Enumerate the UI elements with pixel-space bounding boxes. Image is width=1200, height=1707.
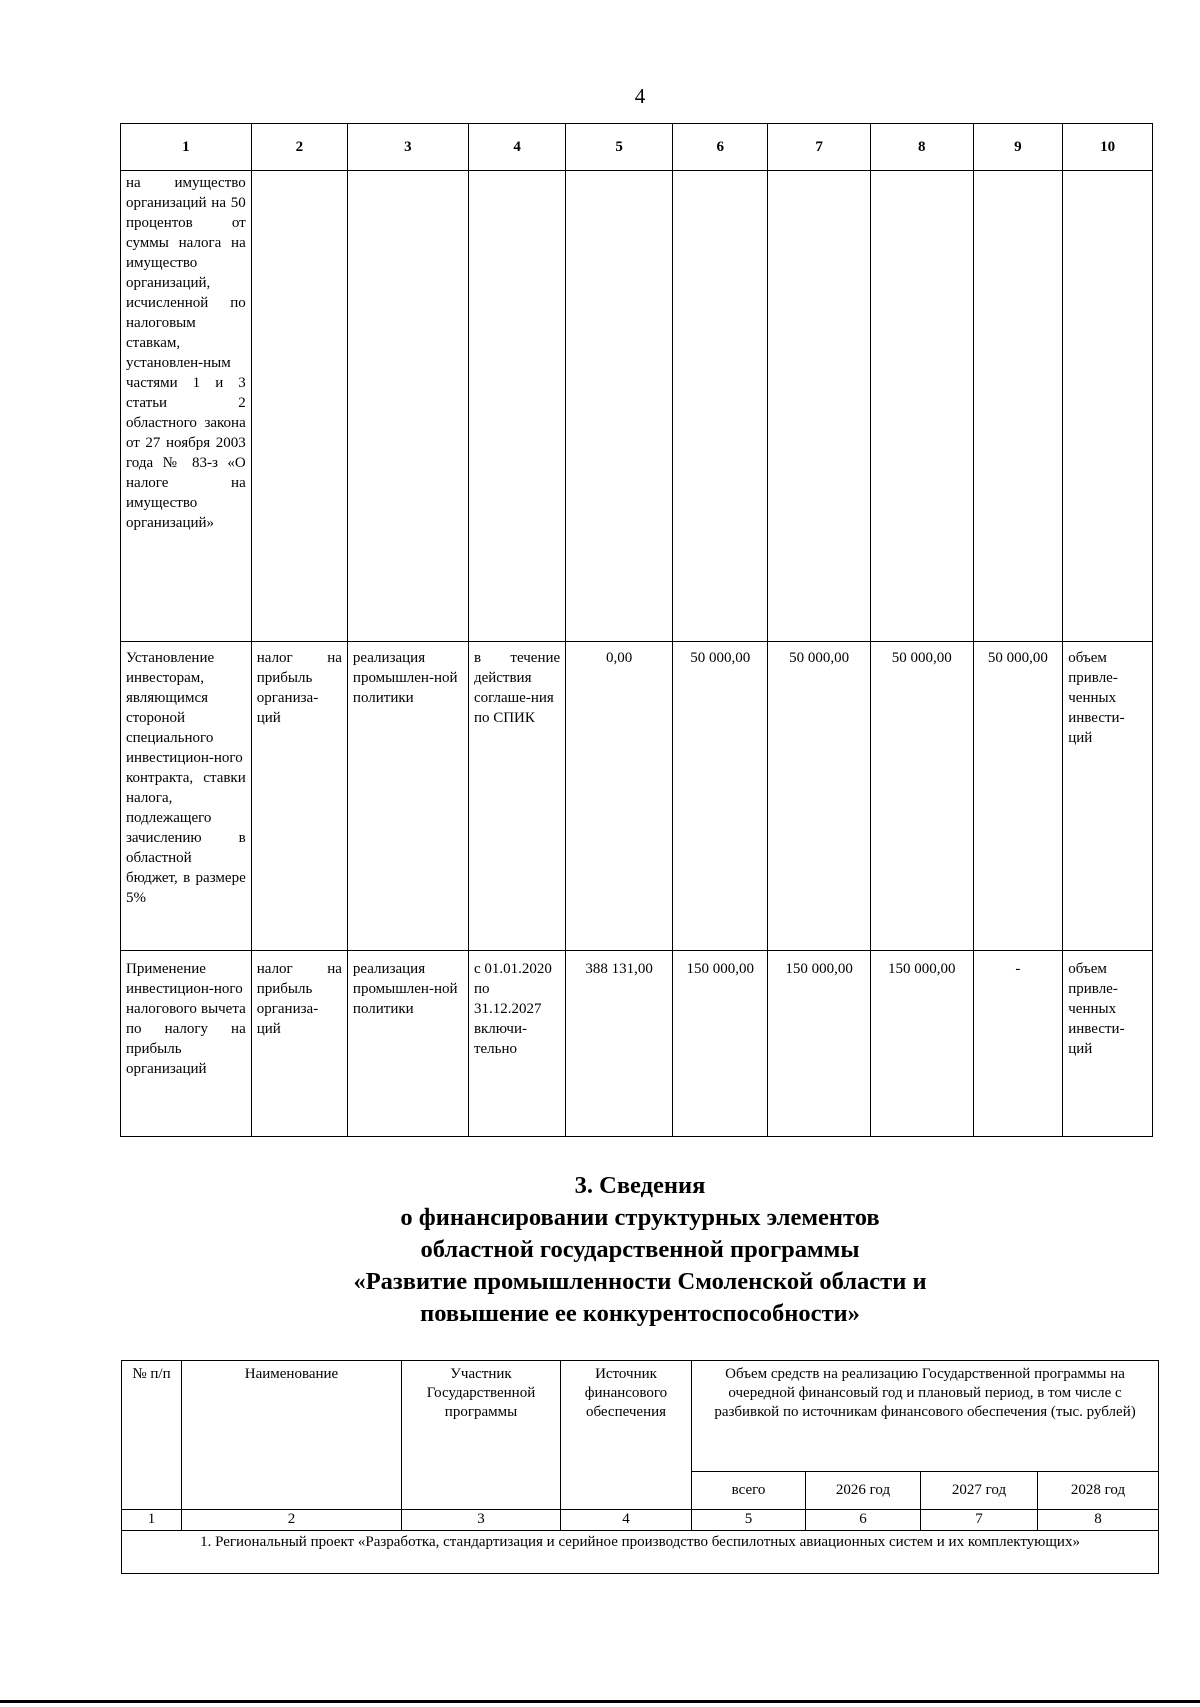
tax-type-cell: налог на прибыль организа-ций — [251, 951, 347, 1137]
value-cell: 150 000,00 — [673, 951, 768, 1137]
column-index-row — [122, 1510, 1159, 1531]
regional-project-title: 1. Региональный проект «Разработка, стандартизация и серийное производство беспилотных авиационных систем и их комплектующих» — [122, 1531, 1159, 1574]
header-year-2026: 2026 год — [806, 1471, 921, 1509]
column-index: 8 — [1038, 1510, 1159, 1531]
table-cell — [673, 171, 768, 642]
column-header: 9 — [973, 124, 1063, 171]
tax-benefits-table — [120, 123, 1153, 1137]
column-index: 2 — [182, 1510, 402, 1531]
indicator-cell: объем привле-ченных инвести-ций — [1063, 642, 1153, 951]
table-cell — [870, 171, 973, 642]
table-cell — [347, 171, 468, 642]
goal-cell: реализация промышлен-ной политики — [347, 642, 468, 951]
table-header-row — [121, 124, 1153, 171]
table-header-row — [122, 1361, 1159, 1472]
period-cell: с 01.01.2020 по 31.12.2027 включи-тельно — [468, 951, 565, 1137]
value-cell: 388 131,00 — [566, 951, 673, 1137]
column-header: 4 — [468, 124, 565, 171]
header-year-2027: 2027 год — [921, 1471, 1038, 1509]
header-source: Источник финансового обеспечения — [561, 1361, 692, 1510]
column-header: 2 — [251, 124, 347, 171]
value-cell: - — [973, 951, 1063, 1137]
header-number: № п/п — [122, 1361, 182, 1510]
section-title-line: областной государственной программы — [420, 1236, 860, 1263]
tax-type-cell: налог на прибыль организа-ций — [251, 642, 347, 951]
table-row — [121, 951, 1153, 1137]
table-cell — [566, 171, 673, 642]
row-description: Применение инвестицион-ного налогового вычета по налогу на прибыль организаций — [121, 951, 252, 1137]
value-cell: 50 000,00 — [673, 642, 768, 951]
value-cell: 150 000,00 — [870, 951, 973, 1137]
column-header: 5 — [566, 124, 673, 171]
column-index: 1 — [122, 1510, 182, 1531]
table-cell — [251, 171, 347, 642]
period-cell: в течение действия соглаше-ния по СПИК — [468, 642, 565, 951]
page-bottom-border — [0, 1700, 1200, 1703]
column-header: 8 — [870, 124, 973, 171]
header-volume: Объем средств на реализацию Государственной программы на очередной финансовый год и плановый период, в том числе с разбивкой по источникам финансового обеспечения (тыс. рублей) — [692, 1361, 1159, 1472]
header-participant: Участник Государственной программы — [402, 1361, 561, 1510]
table-row — [121, 171, 1153, 642]
column-index: 5 — [692, 1510, 806, 1531]
header-name: Наименование — [182, 1361, 402, 1510]
section-title-line: 3. Сведения — [574, 1172, 706, 1199]
section-title-line: повышение ее конкурентоспособности» — [420, 1300, 860, 1327]
column-header: 10 — [1063, 124, 1153, 171]
column-index: 4 — [561, 1510, 692, 1531]
section-title — [260, 1170, 1020, 1330]
row-description: Установление инвесторам, являющимся стороной специального инвестицион-ного контракта, ставки налога, подлежащего зачислению в областной бюджет, в размере 5% — [121, 642, 252, 951]
row-description: на имущество организаций на 50 процентов от суммы налога на имущество организаций, исчисленной по налоговым ставкам, установлен-ным частями 1 и 3 статьи 2 областного закона от 27 ноября 2003 года № 83-з «О налоге на имущество организаций» — [121, 171, 252, 642]
financing-table — [121, 1360, 1159, 1574]
section-title-line: о финансировании структурных элементов — [400, 1204, 880, 1231]
column-header: 3 — [347, 124, 468, 171]
column-header: 6 — [673, 124, 768, 171]
page-number: 4 — [634, 84, 646, 108]
column-header: 1 — [121, 124, 252, 171]
table-cell — [468, 171, 565, 642]
table-cell — [1063, 171, 1153, 642]
section-title-line: «Развитие промышленности Смоленской области и — [353, 1268, 927, 1295]
header-total: всего — [692, 1471, 806, 1509]
value-cell: 50 000,00 — [870, 642, 973, 951]
table-cell — [768, 171, 871, 642]
indicator-cell: объем привле-ченных инвести-ций — [1063, 951, 1153, 1137]
table-row — [122, 1531, 1159, 1574]
value-cell: 50 000,00 — [768, 642, 871, 951]
goal-cell: реализация промышлен-ной политики — [347, 951, 468, 1137]
column-index: 3 — [402, 1510, 561, 1531]
value-cell: 0,00 — [566, 642, 673, 951]
value-cell: 150 000,00 — [768, 951, 871, 1137]
header-year-2028: 2028 год — [1038, 1471, 1159, 1509]
column-index: 6 — [806, 1510, 921, 1531]
table-cell — [973, 171, 1063, 642]
column-header: 7 — [768, 124, 871, 171]
table-row — [121, 642, 1153, 951]
column-index: 7 — [921, 1510, 1038, 1531]
value-cell: 50 000,00 — [973, 642, 1063, 951]
